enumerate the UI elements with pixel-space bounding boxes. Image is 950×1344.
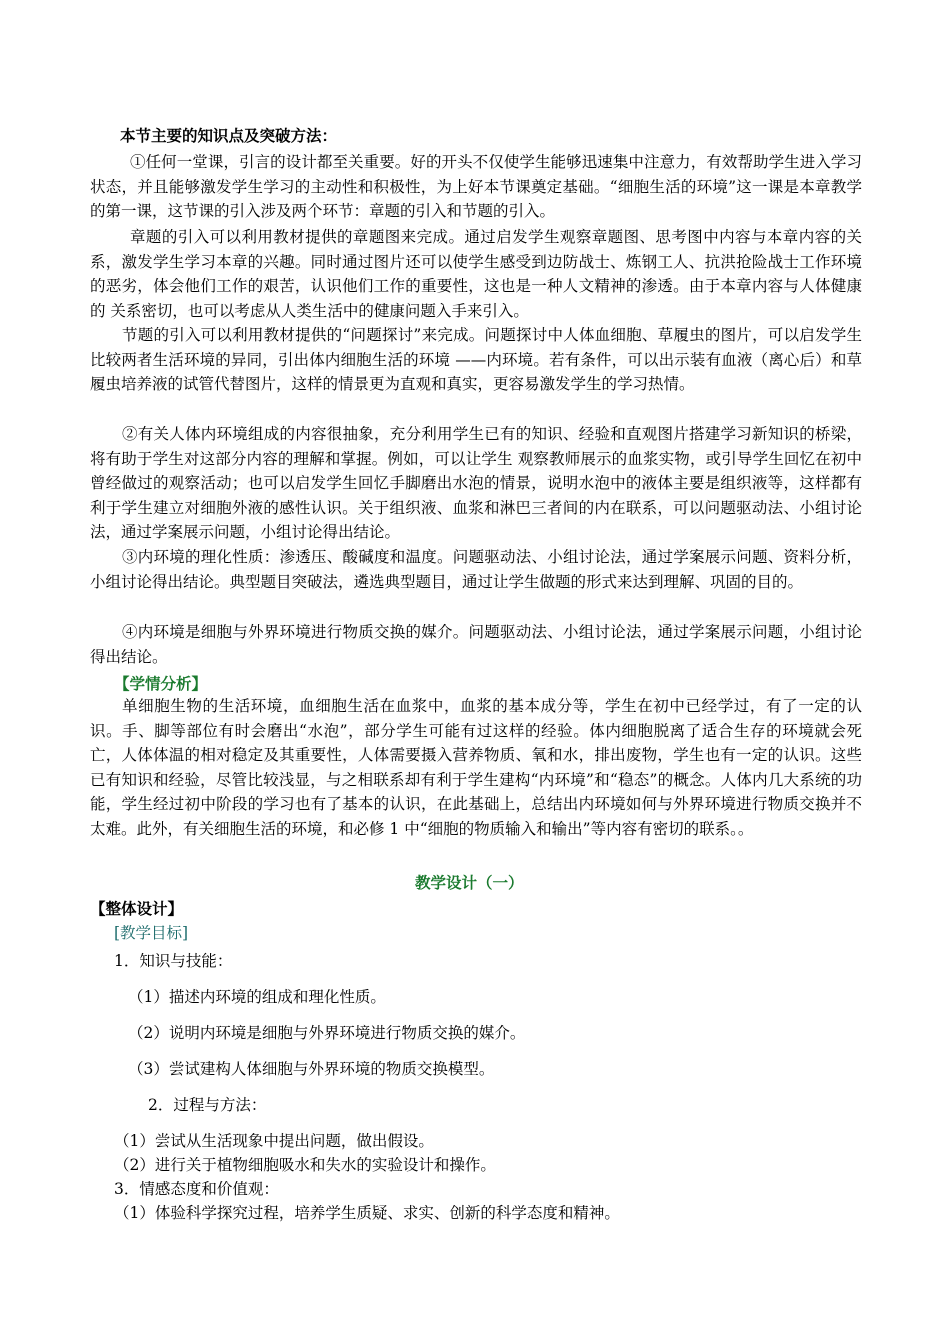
paragraph-2: 章题的引入可以利用教材提供的章题图来完成。通过启发学生观察章题图、思考图中内容与本章内容的关系，激发学生学习本章的兴趣。同时通过图片还可以使学生感受到边防战士、炼钢工人、抗洪抢险战士工作环境的恶劣，体会他们工作的艰苦，认识他们工作的重要性，这也是一种人文精神的渗透。由于本章内容与人体健康的 关系密切，也可以考虑从人类生活中的健康问题入手来引入。 [90, 228, 862, 320]
paragraph-5: ③内环境的理化性质：渗透压、酸碱度和温度。问题驱动法、小组讨论法，通过学案展示问题、资料分析，小组讨论得出结论。典型题目突破法，遴选典型题目，通过让学生做题的形式来达到理解、巩固的目的。 [90, 548, 862, 591]
goal-1-item-1: （1）描述内环境的组成和理化性质。 [128, 988, 386, 1006]
teaching-goal-heading: [教学目标] [114, 924, 189, 942]
paragraph-3: 节题的引入可以利用教材提供的“问题探讨”来完成。问题探讨中人体血细胞、草履虫的图片，可以启发学生比较两者生活环境的异同，引出体内细胞生活的环境 ——内环境。若有条件，可以出示装有血液（离心后）和草履虫培养液的试管代替图片，这样的情景更为直观和真实，更容易激发学生的学习热情。 [90, 326, 862, 394]
goal-3-item-1: （1）体验科学探究过程，培养学生质疑、求实、创新的科学态度和精神。 [114, 1204, 620, 1222]
overall-design-heading: 【整体设计】 [90, 899, 184, 918]
xueqing-paragraph: 单细胞生物的生活环境，血细胞生活在血浆中，血浆的基本成分等，学生在初中已经学过，有了一定的认识。手、脚等部位有时会磨出“水泡”，部分学生可能有过这样的经验。体内细胞脱离了适合生存的环境就会死亡，人体体温的相对稳定及其重要性，人体需要摄入营养物质、氧和水，排出废物，学生也有一定的认识。这些已有知识和经验，尽管比较浅显，与之相联系却有利于学生建构“内环境”和“稳态”的概念。人体内几大系统的功能，学生经过初中阶段的学习也有了基本的认识，在此基础上，总结出内环境如何与外界环境进行物质交换并不太难。此外，有关细胞生活的环境，和必修 1 中“细胞的物质输入和输出”等内容有密切的联系。。 [90, 697, 862, 838]
goal-2-item-2: （2）进行关于植物细胞吸水和失水的实验设计和操作。 [114, 1156, 496, 1174]
goal-2-heading: 2．过程与方法： [148, 1096, 267, 1114]
section-heading: 本节主要的知识点及突破方法： [120, 126, 338, 145]
design-title: 教学设计（一） [415, 873, 524, 892]
goal-2-item-1: （1）尝试从生活现象中提出问题，做出假设。 [114, 1132, 434, 1150]
paragraph-1: ①任何一堂课，引言的设计都至关重要。好的开头不仅使学生能够迅速集中注意力，有效帮助学生进入学习状态，并且能够激发学生学习的主动性和积极性，为上好本节课奠定基础。“细胞生活的环境”这一课是本章教学的第一课，这节课的引入涉及两个环节：章题的引入和节题的引入。 [90, 153, 862, 221]
xueqing-heading: 【学情分析】 [114, 674, 208, 693]
goal-1-item-2: （2）说明内环境是细胞与外界环境进行物质交换的媒介。 [128, 1024, 526, 1042]
goal-1-heading: 1．知识与技能： [114, 952, 233, 970]
goal-1-item-3: （3）尝试建构人体细胞与外界环境的物质交换模型。 [128, 1060, 495, 1078]
goal-3-heading: 3．情感态度和价值观： [114, 1180, 279, 1198]
paragraph-4: ②有关人体内环境组成的内容很抽象，充分利用学生已有的知识、经验和直观图片搭建学习新知识的桥梁，将有助于学生对这部分内容的理解和掌握。例如，可以让学生 观察教师展示的血浆实物，或引导学生回忆在初中曾经做过的观察活动；也可以启发学生回忆手脚磨出水泡的情景，说明水泡中的液体主要是组织液等，这样都有利于学生建立对细胞外液的感性认识。关于组织液、血浆和淋巴三者间的内在联系，可以问题驱动法、小组讨论法，通过学案展示问题，小组讨论得出结论。 [90, 425, 862, 542]
paragraph-6: ④内环境是细胞与外界环境进行物质交换的媒介。问题驱动法、小组讨论法，通过学案展示问题，小组讨论得出结论。 [90, 623, 862, 666]
